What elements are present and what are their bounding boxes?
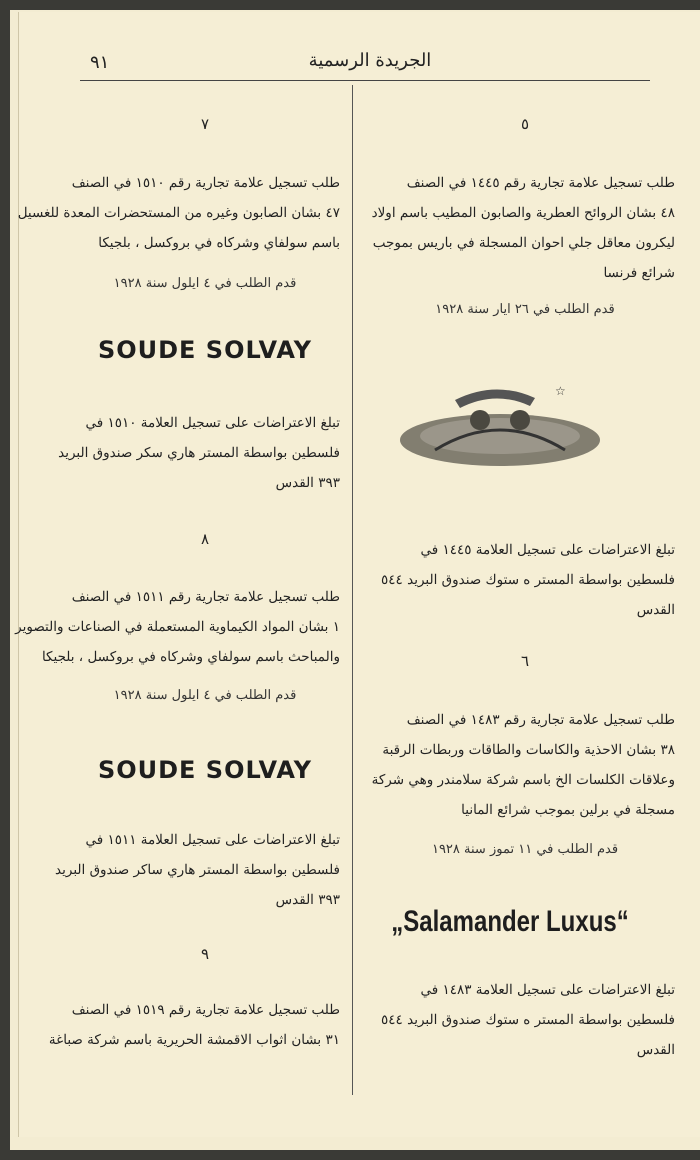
filing-date: قدم الطلب في ٤ ايلول سنة ١٩٢٨ xyxy=(113,276,297,291)
section-number: ٦ xyxy=(520,652,530,670)
text-line: فلسطين بواسطة المستر ه ستوك صندوق البريد ٥٤٤ xyxy=(381,1012,675,1028)
filing-date: قدم الطلب في ١١ تموز سنة ١٩٢٨ xyxy=(431,842,619,857)
application-text xyxy=(372,705,675,825)
objection-text xyxy=(55,825,340,915)
section-number: ٥ xyxy=(520,115,530,133)
text-line: فلسطين بواسطة المستر هاري ساكر صندوق البريد xyxy=(55,862,340,878)
text-line: باسم سولفاي وشركاه في بروكسل ، بلجيكا xyxy=(98,235,340,251)
section-number: ٩ xyxy=(200,945,210,963)
text-line: طلب تسجيل علامة تجارية رقم ١٤٤٥ في الصنف xyxy=(406,175,675,191)
text-line: تبلغ الاعتراضات على تسجيل العلامة ١٤٤٥ في xyxy=(420,542,675,558)
objection-text xyxy=(381,975,675,1065)
filing-date: قدم الطلب في ٢٦ ايار سنة ١٩٢٨ xyxy=(435,302,615,317)
trademark-text: „Salamander Luxus“ xyxy=(391,905,629,938)
section-number: ٧ xyxy=(200,115,210,133)
application-text xyxy=(18,168,340,258)
text-line: تبلغ الاعتراضات على تسجيل العلامة ١٥١٠ في xyxy=(85,415,340,431)
gazette-title: الجريدة الرسمية xyxy=(308,50,432,71)
text-line: طلب تسجيل علامة تجارية رقم ١٥١٠ في الصنف xyxy=(71,175,340,191)
trademark-text: SOUDE SOLVAY xyxy=(97,336,313,364)
trademark-text: SOUDE SOLVAY xyxy=(97,756,313,784)
text-line: طلب تسجيل علامة تجارية رقم ١٤٨٣ في الصنف xyxy=(406,712,675,728)
text-line: طلب تسجيل علامة تجارية رقم ١٥١١ في الصنف xyxy=(71,589,340,605)
text-line: ليكرون معاقل جلي احوان المسجلة في باريس بموجب xyxy=(372,235,675,251)
text-line: شرائع فرنسا xyxy=(603,265,675,281)
section-number: ٨ xyxy=(200,530,210,548)
filing-date: قدم الطلب في ٤ ايلول سنة ١٩٢٨ xyxy=(113,688,297,703)
column-divider xyxy=(352,85,353,1095)
text-line: طلب تسجيل علامة تجارية رقم ١٥١٩ في الصنف xyxy=(71,1002,340,1018)
page-number: ٩١ xyxy=(90,52,110,73)
text-line: تبلغ الاعتراضات على تسجيل العلامة ١٥١١ في xyxy=(85,832,340,848)
application-text xyxy=(49,995,340,1055)
text-line: ٣٩٣ القدس xyxy=(275,475,340,491)
text-line: القدس xyxy=(636,602,675,618)
text-line: وعلاقات الكلسات الخ باسم شركة سلامندر وهي شركة xyxy=(371,772,675,788)
objection-text xyxy=(381,535,675,625)
text-line: ٣١ بشان اثواب الاقمشة الحريرية باسم شركة صباغة xyxy=(48,1032,340,1048)
text-line: ٤٨ بشان الروائح العطرية والصابون المطيب باسم اولاد xyxy=(371,205,675,221)
text-line: فلسطين بواسطة المستر ه ستوك صندوق البريد ٥٤٤ xyxy=(381,572,675,588)
trademark-engraving xyxy=(395,370,605,480)
text-line: ٣٨ بشان الاحذية والكاسات والطاقات وربطات الرقبة xyxy=(382,742,675,758)
text-line: تبلغ الاعتراضات على تسجيل العلامة ١٤٨٣ في xyxy=(420,982,675,998)
text-line: القدس xyxy=(636,1042,675,1058)
text-line: ٣٩٣ القدس xyxy=(275,892,340,908)
text-line: والمباحث باسم سولفاي وشركاه في بروكسل ، بلجيكا xyxy=(41,649,340,665)
text-line: فلسطين بواسطة المستر هاري سكر صندوق البريد xyxy=(58,445,340,461)
application-text xyxy=(372,168,675,288)
svg-text:☆: ☆ xyxy=(555,384,566,398)
objection-text xyxy=(58,408,340,498)
text-line: ١ بشان المواد الكيماوية المستعملة في الصناعات والتصوير xyxy=(15,619,340,635)
header-rule xyxy=(80,80,650,81)
text-line: ٤٧ بشان الصابون وغيره من المستحضرات المعدة للغسيل xyxy=(17,205,340,221)
application-text xyxy=(15,582,340,672)
text-line: مسجلة في برلين بموجب شرائع المانيا xyxy=(461,802,675,818)
